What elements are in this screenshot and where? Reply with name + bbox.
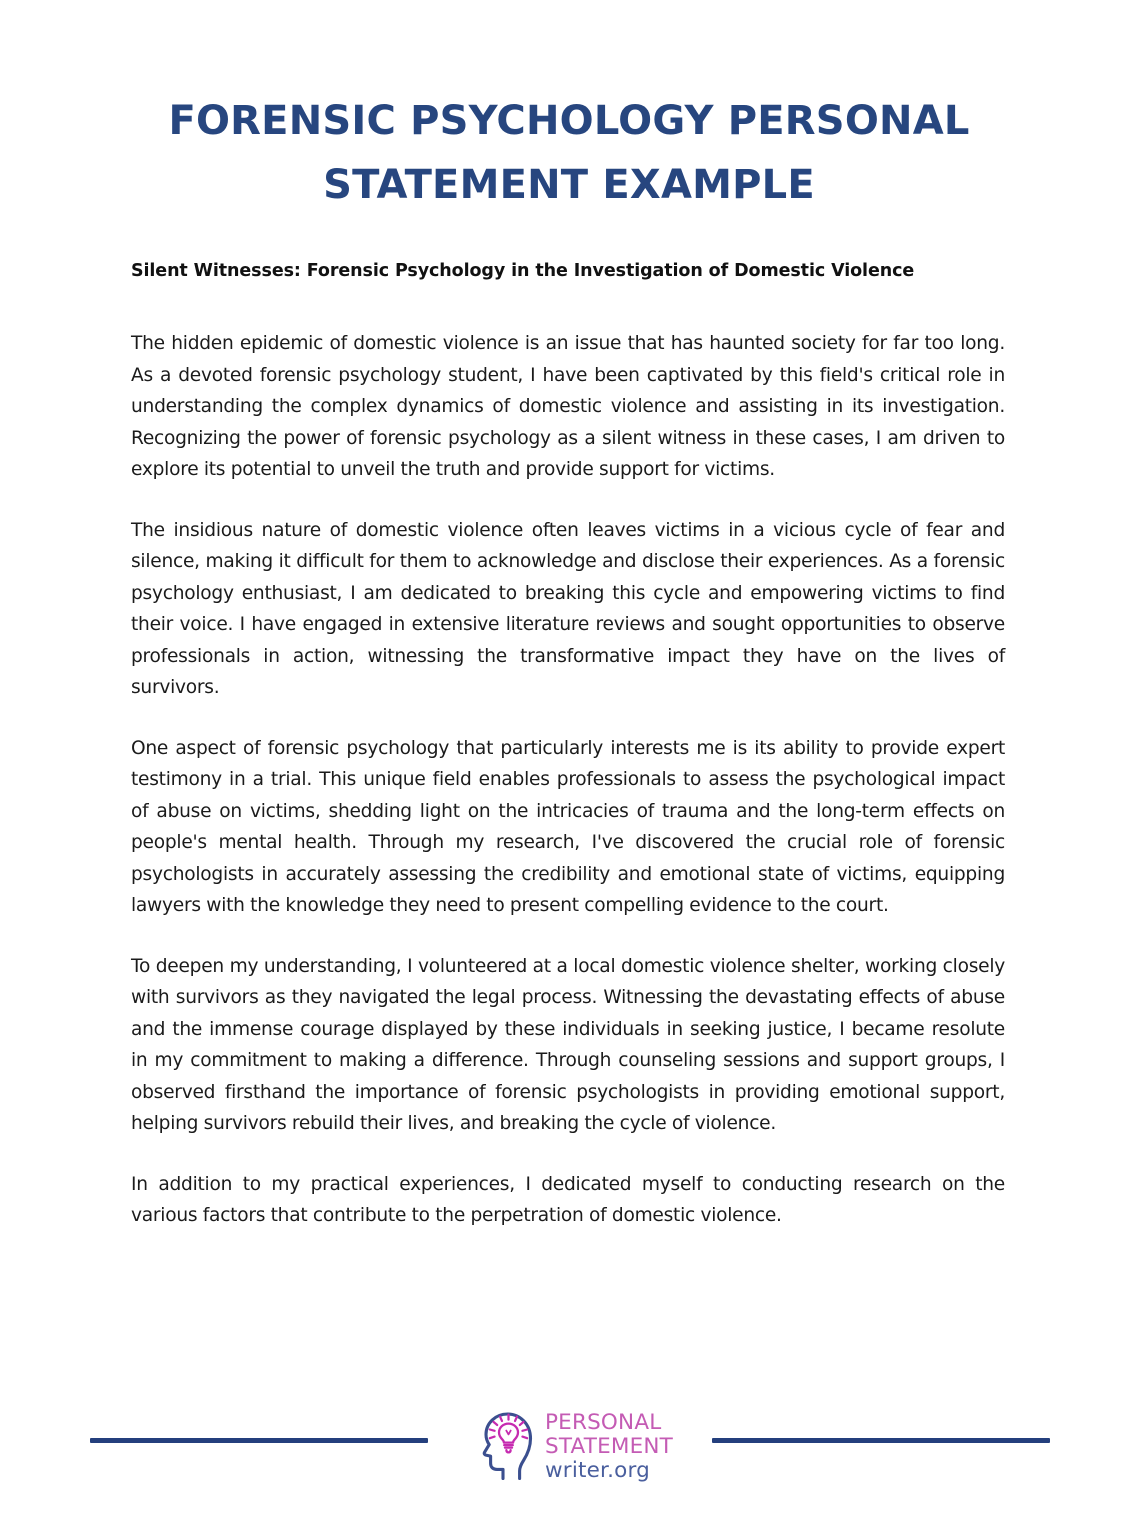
footer-divider-left — [90, 1438, 428, 1443]
page-title-line-2: STATEMENT EXAMPLE — [323, 161, 815, 208]
logo-line-personal: PERSONAL — [545, 1410, 662, 1435]
page-title-line-1: FORENSIC PSYCHOLOGY PERSONAL — [168, 97, 970, 144]
head-lightbulb-icon — [482, 1409, 536, 1483]
essay-paragraph: One aspect of forensic psychology that particularly interests me is its ability to provide expert testimony in a trial. This unique field enables professionals to assess the psychological impact of abuse on victims, shedding light on the intricacies of trauma and the long-term effects on people's mental health. Through my research, I've discovered the crucial role of forensic psychologists in accurately assessing the credibility and emotional state of victims, equipping lawyers with the knowledge they need to present compelling evidence to the court. — [131, 737, 1005, 916]
logo-line-statement: STATEMENT — [545, 1434, 674, 1459]
page-title — [131, 89, 1007, 217]
logo-line-domain: writer.org — [545, 1458, 651, 1483]
essay-paragraph: To deepen my understanding, I volunteered at a local domestic violence shelter, working closely with survivors as they navigated the legal process. Witnessing the devastating effects of abuse and the immense courage displayed by these individuals in seeking justice, I became resolute in my commitment to making a difference. Through counseling sessions and support groups, I observed firsthand the importance of forensic psychologists in providing emotional support, helping survivors rebuild their lives, and breaking the cycle of violence. — [131, 955, 1005, 1134]
logo-wordmark — [545, 1409, 673, 1483]
page-footer — [0, 1396, 1138, 1504]
footer-divider-right — [712, 1438, 1050, 1443]
essay-body — [131, 258, 1005, 1232]
essay-paragraph: The hidden epidemic of domestic violence is an issue that has haunted society for far too long. As a devoted forensic psychology student, I have been captivated by this field's critical role in understanding the complex dynamics of domestic violence and assisting in its investigation. Recognizing the power of forensic psychology as a silent witness in these cases, I am driven to explore its potential to unveil the truth and provide support for victims. — [131, 333, 1005, 480]
essay-subtitle: Silent Witnesses: Forensic Psychology in the Investigation of Domestic Violence — [131, 261, 915, 281]
essay-paragraph: In addition to my practical experiences, I dedicated myself to conducting research on the various factors that contribute to the perpetration of domestic violence. — [131, 1173, 1005, 1226]
site-logo[interactable] — [482, 1396, 674, 1496]
essay-paragraph: The insidious nature of domestic violence often leaves victims in a vicious cycle of fear and silence, making it difficult for them to acknowledge and disclose their experiences. As a forensic psychology enthusiast, I am dedicated to breaking this cycle and empowering victims to find their voice. I have engaged in extensive literature reviews and sought opportunities to observe professionals in action, witnessing the transformative impact they have on the lives of survivors. — [131, 519, 1005, 698]
